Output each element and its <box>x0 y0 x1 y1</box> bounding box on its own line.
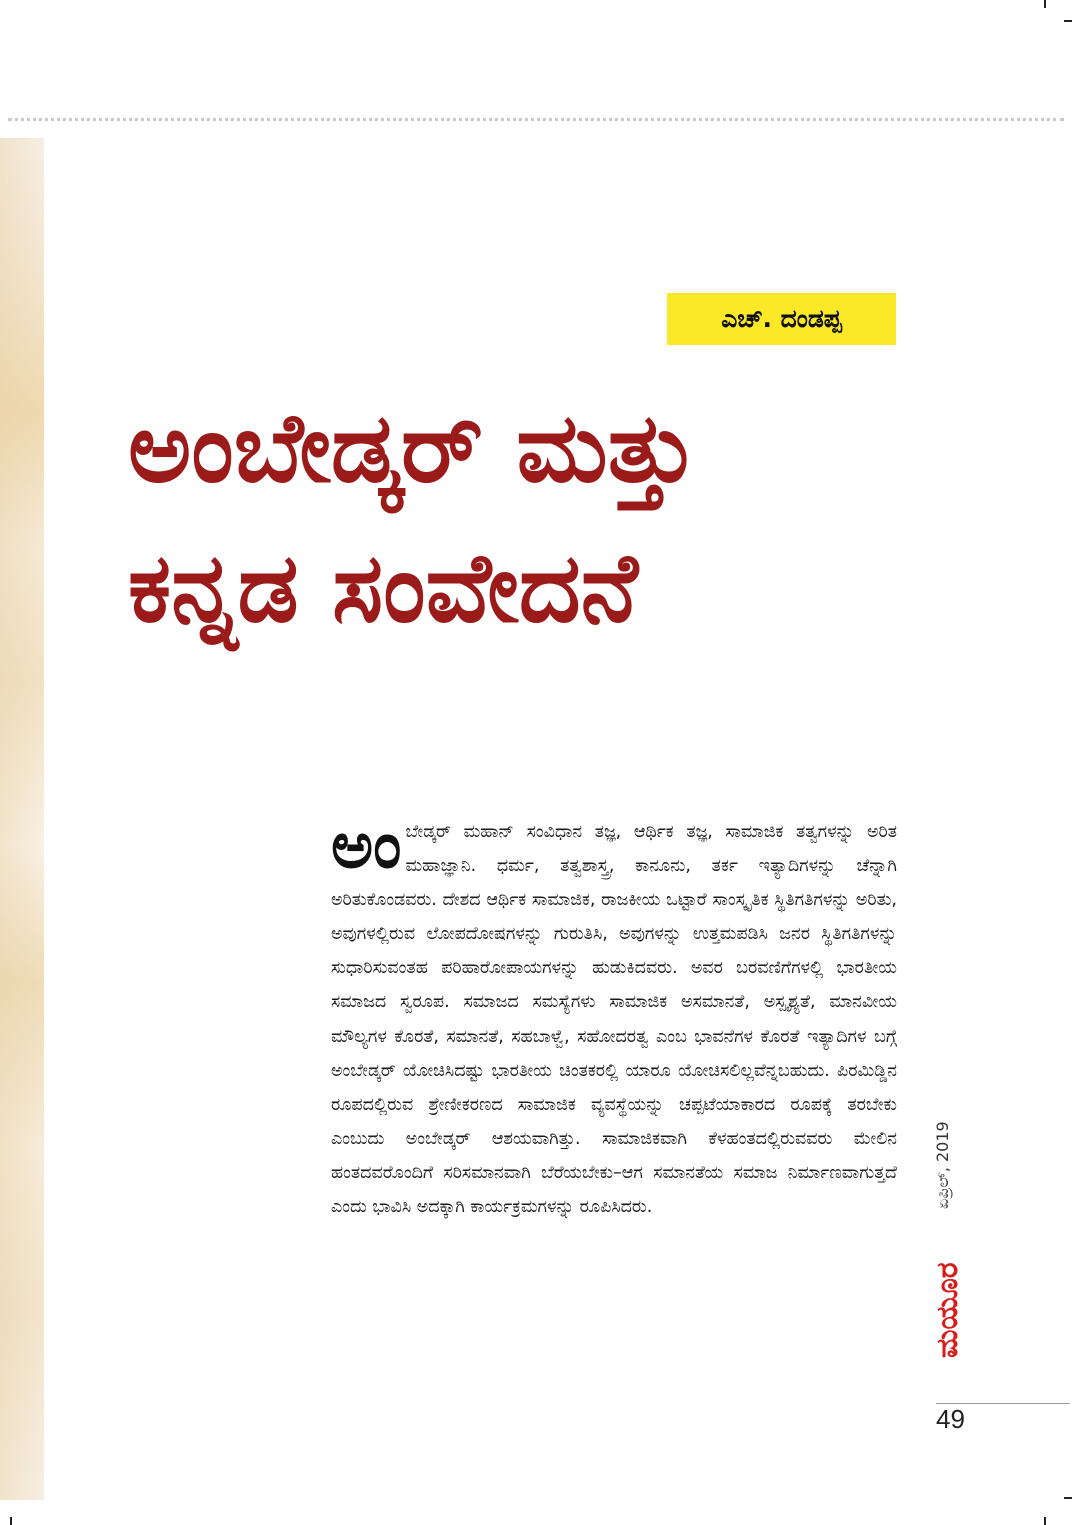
crop-mark-right-bottom <box>1064 1497 1072 1499</box>
decorative-side-image <box>0 138 44 1500</box>
issue-date: ಏಪ್ರಿಲ್, 2019 <box>933 1121 952 1209</box>
article-body-text: ಬೇಡ್ಕರ್ ಮಹಾನ್ ಸಂವಿಧಾನ ತಜ್ಞ, ಆರ್ಥಿಕ ತಜ್ಞ, ಸಾಮಾಜಿಕ ತತ್ವಗಳನ್ನು ಅರಿತ ಮಹಾಜ್ಞಾನಿ. ಧರ್ಮ, ತತ್ವಶಾಸ್ತ್ರ, ಕಾನೂನು, ತರ್ಕ ಇತ್ಯಾದಿಗಳನ್ನು ಚೆನ್ನಾಗಿ ಅರಿತುಕೊಂಡವರು. ದೇಶದ ಆರ್ಥಿಕ ಸಾಮಾಜಿಕ, ರಾಜಕೀಯ ಒಟ್ಟಾರೆ ಸಾಂಸ್ಕೃತಿಕ ಸ್ಥಿತಿಗತಿಗಳನ್ನು ಅರಿತು, ಅವುಗಳಲ್ಲಿರುವ ಲೋಪದೋಷಗಳನ್ನು ಗುರುತಿಸಿ, ಅವುಗಳನ್ನು ಉತ್ತಮಪಡಿಸಿ ಜನರ ಸ್ಥಿತಿಗತಿಗಳನ್ನು ಸುಧಾರಿಸುವಂತಹ ಪರಿಹಾರೋಪಾಯಗಳನ್ನು ಹುಡುಕಿದವರು. ಅವರ ಬರವಣಿಗೆಗಳಲ್ಲಿ ಭಾರತೀಯ ಸಮಾಜದ ಸ್ವರೂಪ. ಸಮಾಜದ ಸಮಸ್ಯೆಗಳು ಸಾಮಾಜಿಕ ಅಸಮಾನತೆ, ಅಸ್ಪೃಶ್ಯತೆ, ಮಾನವೀಯ ಮೌಲ್ಯಗಳ ಕೊರತೆ, ಸಮಾನತೆ, ಸಹಬಾಳ್ವೆ, ಸಹೋದರತ್ವ ಎಂಬ ಭಾವನೆಗಳ ಕೊರತೆ ಇತ್ಯಾದಿಗಳ ಬಗ್ಗೆ ಅಂಬೇಡ್ಕರ್ ಯೋಚಿಸಿದಷ್ಟು ಭಾರತೀಯ ಚಿಂತಕರಲ್ಲಿ ಯಾರೂ ಯೋಚಿಸಲಿಲ್ಲವೆನ್ನಬಹುದು. ಪಿರಮಿಡ್ಡಿನ ರೂಪದಲ್ಲಿರುವ ಶ್ರೇಣೀಕರಣದ ಸಾಮಾಜಿಕ ವ್ಯವಸ್ಥೆಯನ್ನು ಚಪ್ಪಟೆಯಾಕಾರದ ರೂಪಕ್ಕೆ ತರಬೇಕು ಎಂಬುದು ಅಂಬೇಡ್ಕರ್ ಆಶಯವಾಗಿತ್ತು. ಸಾಮಾಜಿಕವಾಗಿ ಕೆಳಹಂತದಲ್ಲಿರುವವರು ಮೇಲಿನ ಹಂತದವರೊಂದಿಗೆ ಸರಿಸಮಾನವಾಗಿ ಬೆರೆಯಬೇಕು–ಆಗ ಸಮಾನತೆಯ ಸಮಾಜ ನಿರ್ಮಾಣವಾಗುತ್ತದೆ ಎಂದು ಭಾವಿಸಿ ಅದಕ್ಕಾಗಿ ಕಾರ್ಯಕ್ರಮಗಳನ್ನು ರೂಪಿಸಿದರು. <box>331 822 897 1218</box>
crop-mark-bottom-left <box>10 1517 12 1525</box>
article-title <box>128 378 948 658</box>
author-byline <box>667 293 896 345</box>
crop-mark-right-top <box>1064 20 1072 22</box>
magazine-logo: ಮಯೂರ <box>930 1262 965 1358</box>
title-line-2: ಕನ್ನಡ ಸಂವೇದನೆ <box>128 532 638 644</box>
top-dotted-divider <box>8 118 1064 121</box>
page-number: 49 <box>936 1404 965 1434</box>
author-name: ಎಚ್. ದಂಡಪ್ಪ <box>721 304 842 333</box>
crop-mark-top-right <box>1044 0 1046 8</box>
title-line-1: ಅಂಬೇಡ್ಕರ್ ಮತ್ತು <box>128 392 698 504</box>
article-body <box>331 809 897 1224</box>
crop-mark-bottom-right <box>1044 1517 1046 1525</box>
drop-cap: ಅಂ <box>331 809 402 883</box>
